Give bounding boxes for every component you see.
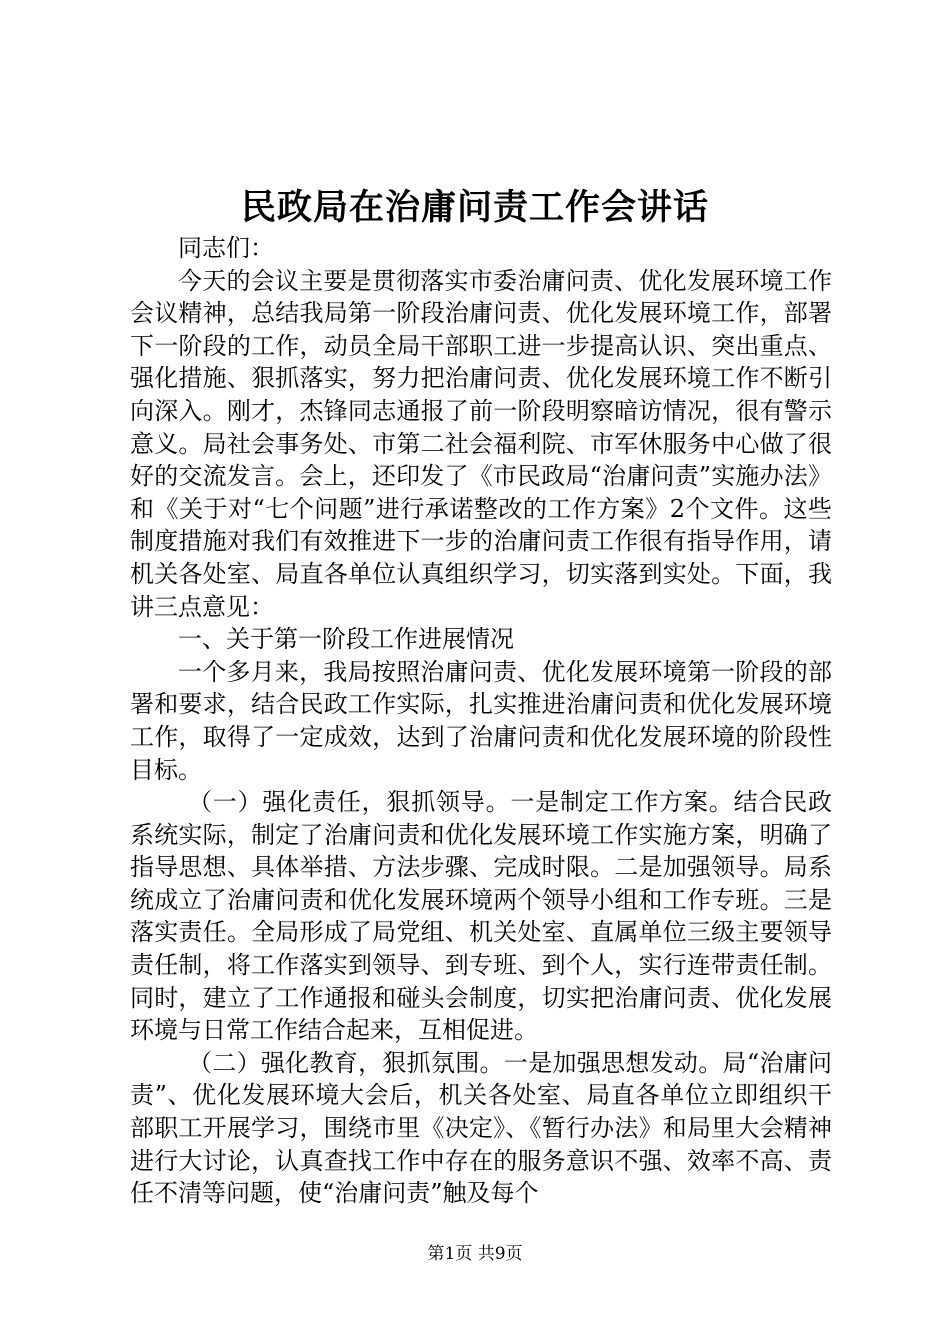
progress-paragraph: 一个多月来，我局按照治庸问责、优化发展环境第一阶段的部署和要求，结合民政工作实际，扎实推进治庸问责和优化发展环境工作，取得了一定成效，达到了治庸问责和优化发展环境的阶段性目标。 [130, 657, 832, 784]
document-body [130, 232, 832, 1210]
subsection-one-paragraph: （一）强化责任，狠抓领导。一是制定工作方案。结合民政系统实际，制定了治庸问责和优化发展环境工作实施方案，明确了指导思想、具体举措、方法步骤、完成时限。二是加强领导。局系统成立了治庸问责和优化发展环境两个领导小组和工作专班。三是落实责任。全局形成了局党组、机关处室、直属单位三级主要领导责任制，将工作落实到领导、到专班、到个人，实行连带责任制。同时，建立了工作通报和碰头会制度，切实把治庸问责、优化发展环境与日常工作结合起来，互相促进。 [130, 788, 832, 1045]
section-heading: 一、关于第一阶段工作进展情况 [178, 625, 514, 654]
salutation-paragraph: 同志们： [178, 234, 274, 262]
document-title: 民政局在治庸问责工作会讲话 [240, 188, 709, 228]
page-footer: 第1页 共9页 [427, 1244, 523, 1264]
intro-paragraph: 今天的会议主要是贯彻落实市委治庸问责、优化发展环境工作会议精神，总结我局第一阶段治庸问责、优化发展环境工作，部署下一阶段的工作，动员全局干部职工进一步提高认识、突出重点、强化措施、狠抓落实，努力把治庸问责、优化发展环境工作不断引向深入。刚才，杰锋同志通报了前一阶段明察暗访情况，很有警示意义。局社会事务处、市第二社会福利院、市军休服务中心做了很好的交流发言。会上，还印发了《市民政局“治庸问责”实施办法》和《关于对“七个问题”进行承诺整改的工作方案》2个文件。这些制度措施对我们有效推进下一步的治庸问责工作很有指导作用，请机关各处室、局直各单位认真组织学习，切实落到实处。下面，我讲三点意见： [130, 266, 832, 621]
subsection-two-paragraph: （二）强化教育，狠抓氛围。一是加强思想发动。局“治庸问责”、优化发展环境大会后，机关各处室、局直各单位立即组织干部职工开展学习，围绕市里《决定》、《暂行办法》和局里大会精神进行大讨论，认真查找工作中存在的服务意识不强、效率不高、责任不清等问题，使“治庸问责”触及每个 [130, 1048, 832, 1208]
